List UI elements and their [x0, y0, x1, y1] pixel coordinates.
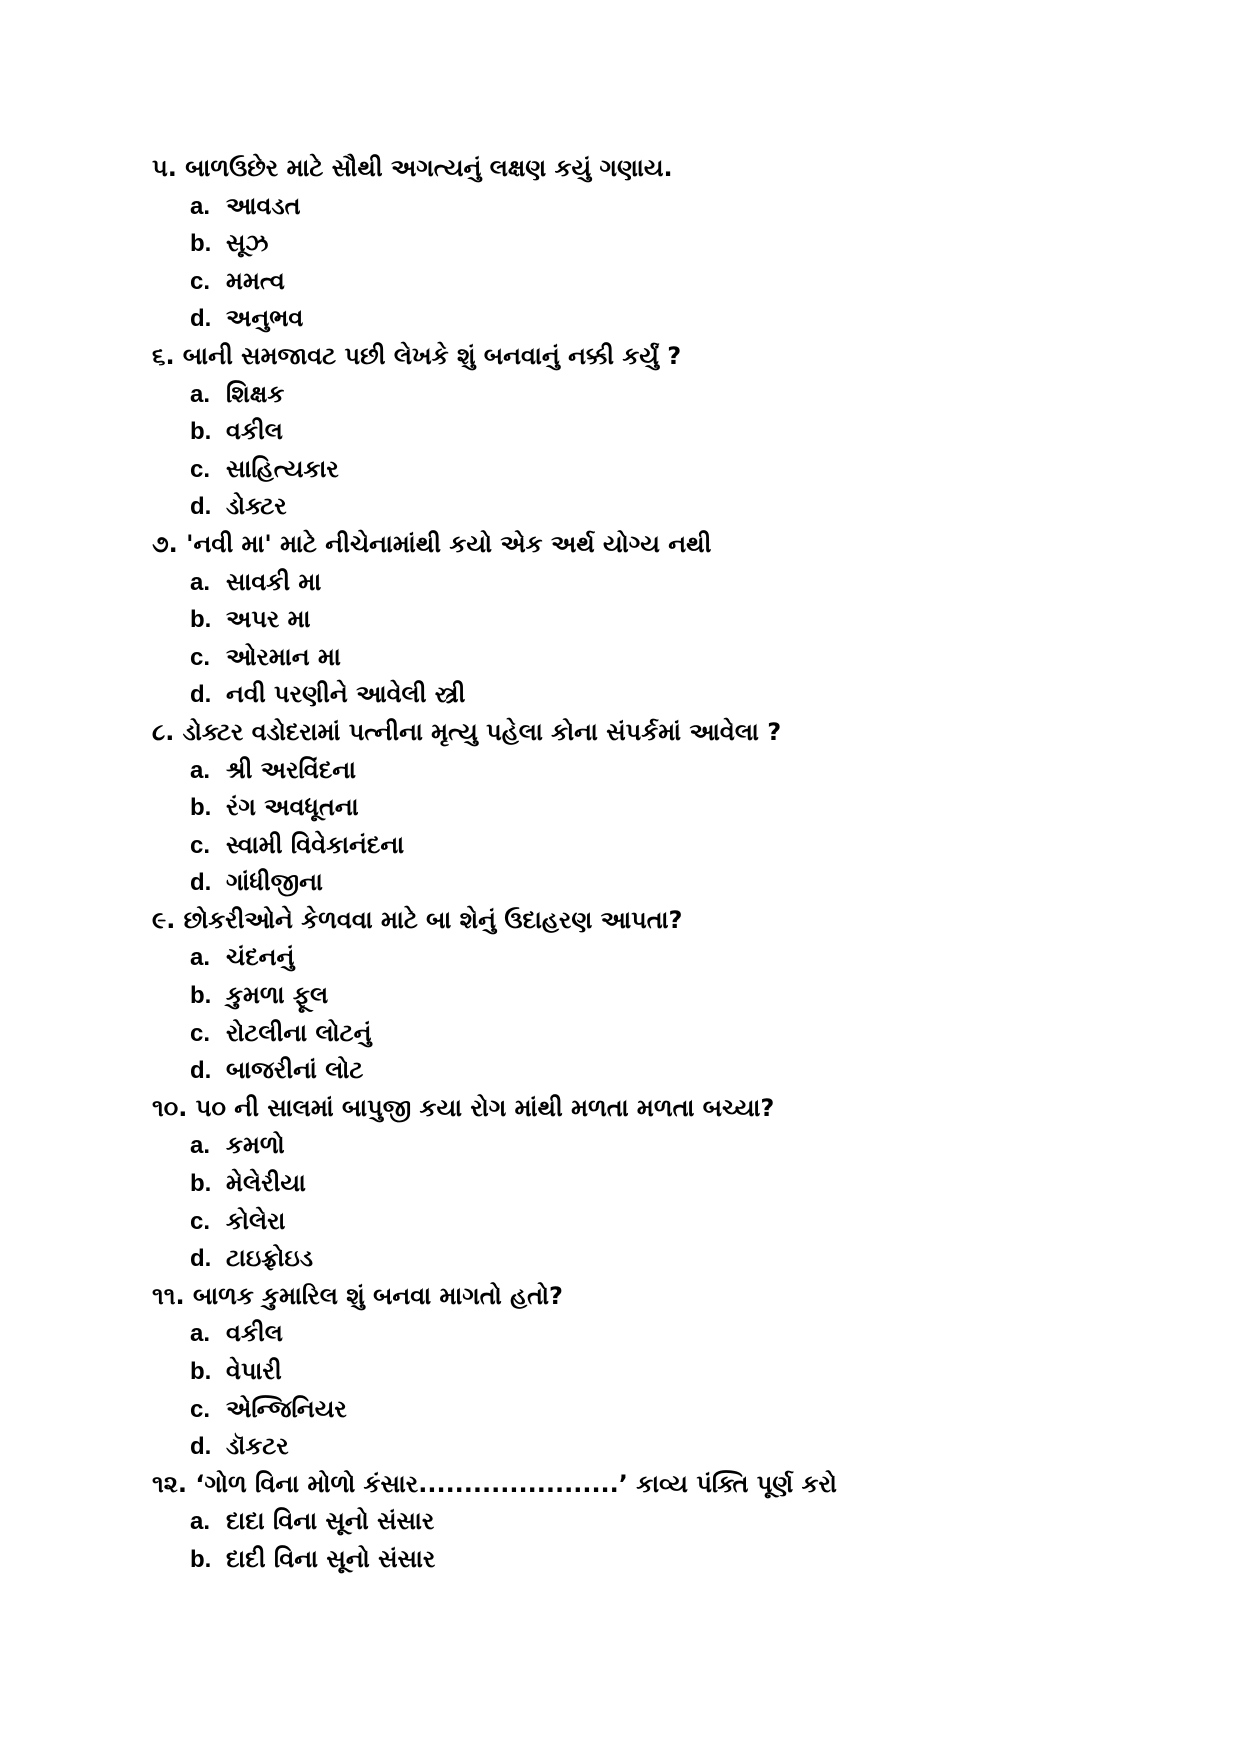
answer-option — [152, 977, 1152, 1015]
question-text: ૮. ડોક્ટર વડોદરામાં પત્નીના મૃત્યુ પહેલા કોના સંપર્કમાં આવેલા ? — [152, 717, 782, 746]
question-text: ૫. બાળઉછેર માટે સૌથી અગત્યનું લક્ષણ કયું ગણાય. — [152, 154, 673, 182]
option-text: અપર મા — [226, 605, 311, 634]
answer-option — [152, 1391, 1152, 1429]
option-letter: c. — [190, 1019, 211, 1047]
question-text: ૯. છોકરીઓને કેળવવા માટે બા શેનું ઉદાહરણ આપતા? — [152, 905, 683, 934]
answer-option — [152, 488, 1152, 526]
option-text: વકીલ — [226, 1319, 283, 1348]
answer-option — [152, 451, 1152, 489]
option-text: ઓરમાન મા — [226, 642, 341, 671]
option-letter: b. — [190, 230, 212, 258]
question-text: ૧૨. ‘ગોળ વિના મોળો કંસાર......................’ કાવ્ય પંક્તિ પૂર્ણ કરો — [152, 1469, 837, 1498]
answer-option — [152, 225, 1152, 263]
question-list — [152, 150, 1152, 1579]
option-letter: b. — [190, 982, 212, 1010]
option-letter: b. — [190, 606, 212, 634]
option-text: કમળો — [226, 1131, 285, 1160]
answer-option — [152, 1203, 1152, 1241]
answer-option — [152, 1541, 1152, 1579]
option-text: ડોક્ટર — [226, 492, 287, 521]
option-text: કુમળા ફૂલ — [226, 981, 329, 1010]
option-letter: d. — [190, 1433, 212, 1461]
question-block — [152, 1090, 1152, 1278]
option-text: રોટલીના લોટનું — [226, 1018, 372, 1047]
answer-option — [152, 1503, 1152, 1541]
option-letter: c. — [190, 267, 211, 295]
answer-option — [152, 1353, 1152, 1391]
answer-option — [152, 263, 1152, 301]
option-letter: c. — [190, 1207, 211, 1235]
option-text: વકીલ — [226, 417, 283, 446]
option-text: એન્જિનિયર — [226, 1394, 347, 1423]
question-block — [152, 714, 1152, 902]
option-text: શિક્ષક — [226, 379, 285, 408]
option-letter: a. — [190, 756, 211, 784]
answer-option — [152, 1127, 1152, 1165]
option-text: ગાંધીજીના — [226, 868, 323, 897]
option-text: શ્રી અરવિંદના — [226, 755, 357, 784]
answer-option — [152, 188, 1152, 226]
option-letter: a. — [190, 1132, 211, 1160]
option-text: મેલેરીયા — [226, 1169, 306, 1198]
answer-option — [152, 789, 1152, 827]
answer-option — [152, 1428, 1152, 1466]
option-letter: b. — [190, 1170, 212, 1198]
option-letter: a. — [190, 568, 211, 596]
option-text: કોલેરા — [226, 1206, 286, 1235]
option-text: સાવકી મા — [226, 567, 322, 596]
option-letter: d. — [190, 869, 212, 897]
answer-option — [152, 1015, 1152, 1053]
option-letter: b. — [190, 418, 212, 446]
option-letter: a. — [190, 944, 211, 972]
question-block — [152, 902, 1152, 1090]
option-letter: b. — [190, 794, 212, 822]
option-letter: c. — [190, 1395, 211, 1423]
answer-option — [152, 564, 1152, 602]
option-text: વેપારી — [226, 1357, 282, 1385]
answer-option — [152, 1165, 1152, 1203]
answer-option — [152, 300, 1152, 338]
option-letter: c. — [190, 643, 211, 671]
option-text: સૂઝ — [226, 229, 269, 258]
option-letter: d. — [190, 305, 212, 333]
answer-option — [152, 376, 1152, 414]
option-letter: a. — [190, 1508, 211, 1536]
answer-option — [152, 1052, 1152, 1090]
answer-option — [152, 827, 1152, 865]
option-letter: b. — [190, 1545, 212, 1573]
option-letter: a. — [190, 1320, 211, 1348]
option-text: નવી પરણીને આવેલી સ્ત્રી — [226, 680, 466, 709]
option-text: રંગ અવધૂતના — [226, 793, 359, 822]
answer-option — [152, 676, 1152, 714]
option-letter: d. — [190, 493, 212, 521]
option-text: દાદી વિના સૂનો સંસાર — [226, 1544, 436, 1573]
option-text: ડૉકટર — [226, 1432, 289, 1461]
option-letter: d. — [190, 1245, 212, 1273]
question-text: ૭. 'નવી મા' માટે નીચેનામાંથી કયો એક અર્થ યોગ્ય નથી — [152, 529, 712, 558]
option-text: બાજરીનાં લોટ — [226, 1056, 364, 1085]
question-block — [152, 1466, 1152, 1579]
question-text: ૧૦. ૫૦ ની સાલમાં બાપુજી કયા રોગ માંથી મળતા મળતા બચ્યા? — [152, 1093, 775, 1122]
question-block — [152, 526, 1152, 714]
answer-option — [152, 752, 1152, 790]
option-text: આવડત — [226, 191, 301, 220]
answer-option — [152, 1315, 1152, 1353]
answer-option — [152, 413, 1152, 451]
answer-option — [152, 1240, 1152, 1278]
option-text: સ્વામી વિવેકાનંદના — [226, 830, 405, 859]
option-letter: a. — [190, 192, 211, 220]
option-text: મમત્વ — [226, 266, 285, 295]
option-text: દાદા વિના સૂનો સંસાર — [226, 1507, 435, 1536]
option-letter: a. — [190, 380, 211, 408]
answer-option — [152, 864, 1152, 902]
option-letter: c. — [190, 831, 211, 859]
question-block — [152, 1278, 1152, 1466]
question-block — [152, 150, 1152, 338]
answer-option — [152, 601, 1152, 639]
option-text: સાહિત્યકાર — [226, 454, 339, 483]
option-letter: b. — [190, 1358, 212, 1385]
option-text: અનુભવ — [226, 304, 304, 333]
option-letter: c. — [190, 455, 211, 483]
answer-option — [152, 939, 1152, 977]
answer-option — [152, 639, 1152, 677]
question-block — [152, 338, 1152, 526]
option-letter: d. — [190, 1057, 212, 1085]
question-text: ૧૧. બાળક કુમારિલ શું બનવા માગતો હતો? — [152, 1281, 563, 1310]
option-text: ચંદનનું — [226, 943, 295, 972]
option-text: ટાઇફ્રોઇડ — [226, 1244, 314, 1273]
question-text: ૬. બાની સમજાવટ પછી લેખકે શું બનવાનું નક્કી કર્યું ? — [152, 341, 682, 370]
option-letter: d. — [190, 681, 212, 709]
